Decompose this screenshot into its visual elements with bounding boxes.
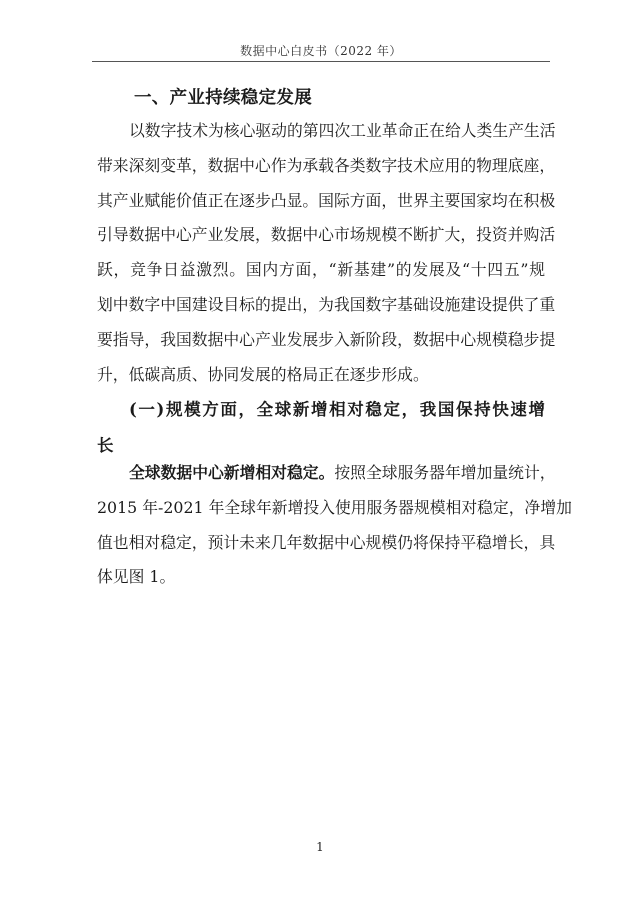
paragraph-line: 其产业赋能价值正在逐步凸显。国际方面，世界主要国家均在积极 [97,190,556,210]
paragraph-line: 体见图 1。 [97,567,176,587]
page-number: 1 [316,840,324,854]
header-divider [92,61,550,62]
paragraph-line-rest: 按照全球服务器年增加量统计， [334,463,556,482]
subsection-heading-line: (一)规模方面，全球新增相对稳定，我国保持快速增 [129,400,545,419]
paragraph-line: 要指导，我国数据中心产业发展步入新阶段，数据中心规模稳步提 [97,329,556,349]
paragraph-line: 以数字技术为核心驱动的第四次工业革命正在给人类生产生活 [129,121,556,140]
running-header: 数据中心白皮书（2022 年） [240,44,402,58]
global-growth-paragraph [97,456,572,595]
paragraph-line: 升，低碳高质、协同发展的格局正在逐步形成。 [97,364,429,384]
paragraph-line: 值也相对稳定，预计未来几年数据中心规模仍将保持平稳增长，具 [97,532,556,552]
section-title: 一、产业持续稳定发展 [134,88,312,108]
intro-paragraph [97,114,556,392]
subsection-heading [97,392,545,464]
subsection-heading-line: 长 [97,436,114,455]
paragraph-line: 带来深刻变革，数据中心作为承载各类数字技术应用的物理底座， [97,155,556,175]
paragraph-line: 2015 年-2021 年全球年新增投入使用服务器规模相对稳定，净增加 [97,497,572,517]
paragraph-line: 划中数字中国建设目标的提出，为我国数字基础设施建设提供了重 [97,294,556,314]
paragraph-line [97,456,556,491]
paragraph-line: 跃，竞争日益激烈。国内方面，“新基建”的发展及“十四五”规 [97,260,545,280]
paragraph-line: 引导数据中心产业发展，数据中心市场规模不断扩大，投资并购活 [97,225,556,245]
paragraph-lead-sentence: 全球数据中心新增相对稳定。 [129,463,335,482]
